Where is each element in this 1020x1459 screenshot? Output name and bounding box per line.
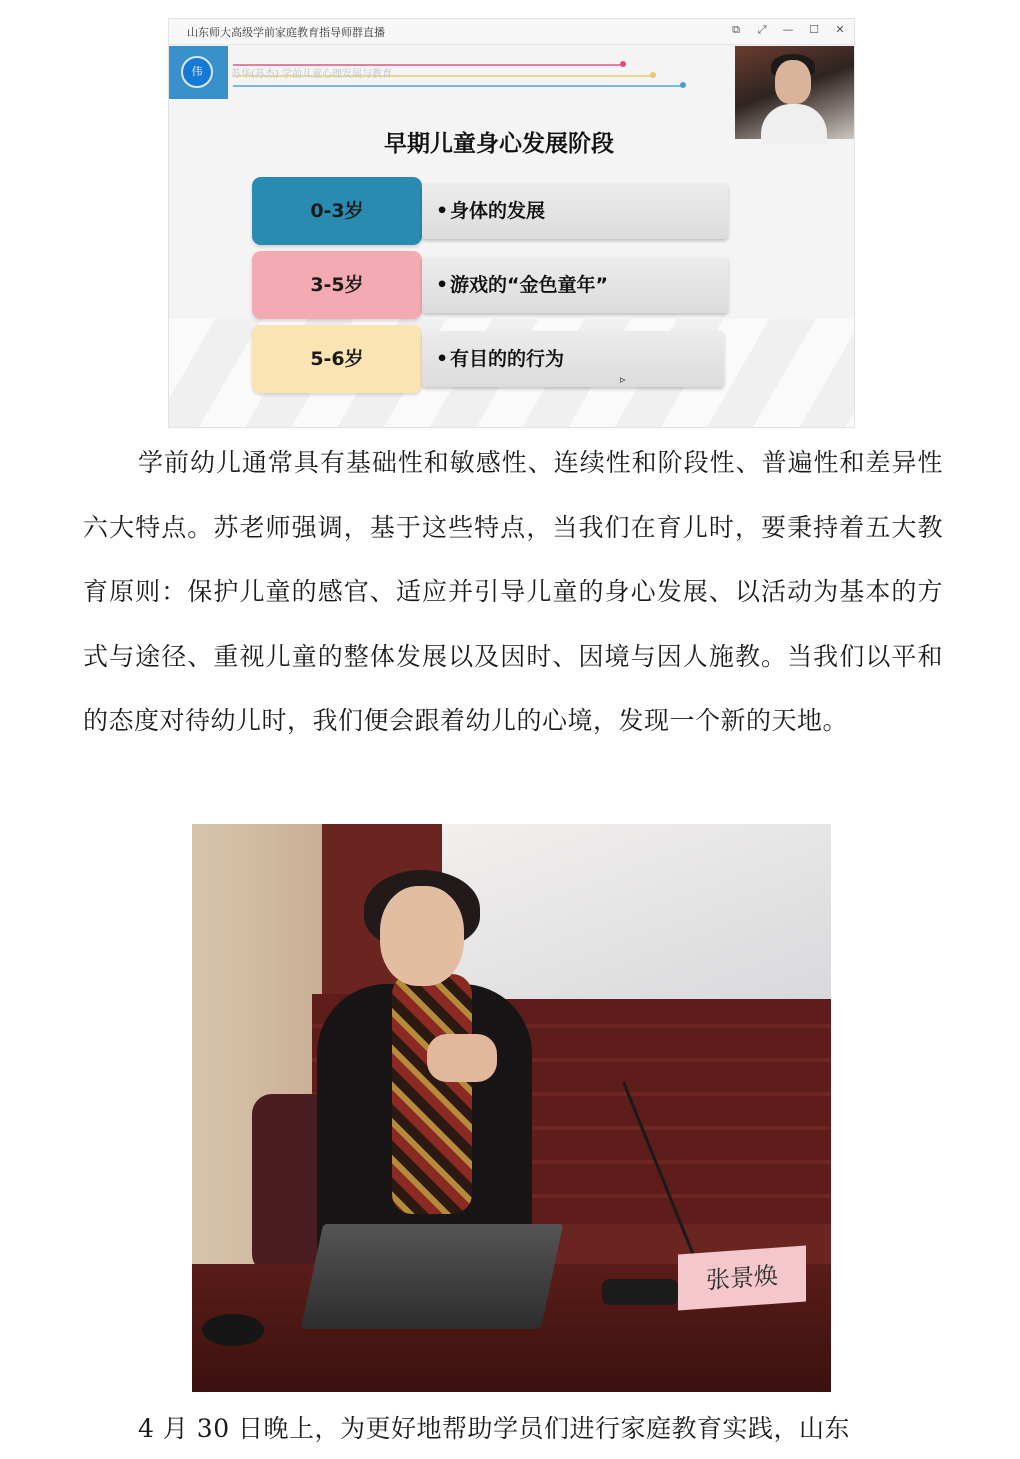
slide-deco-dot (680, 82, 686, 88)
pin-icon[interactable]: ⧉ (732, 23, 740, 36)
slide-deco-line (233, 85, 683, 87)
stage-description-text: 身体的发展 (450, 200, 546, 222)
stage-description-text: 游戏的“金色童年” (450, 274, 608, 296)
slide-subtitle: 苏华(苏杰) 学前儿童心理发展与教育 (231, 69, 392, 80)
minimize-icon[interactable]: — (782, 23, 794, 36)
photo-speaker-scarf (392, 974, 472, 1214)
stage-row (252, 325, 728, 393)
stage-age-label: 5-6岁 (252, 325, 422, 393)
photo-mouse (202, 1314, 264, 1346)
photo-laptop (301, 1224, 563, 1329)
slide-deco-dot (650, 72, 656, 78)
photo-projection-screen (442, 824, 831, 999)
slide-deco-dot (620, 61, 626, 67)
bullet-icon: • (436, 348, 449, 370)
photo-microphone-base (602, 1279, 678, 1305)
presenter-tile[interactable] (169, 46, 228, 99)
stage-age-label: 3-5岁 (252, 251, 422, 319)
photo-speaker-hands (427, 1034, 497, 1082)
stage-description (422, 331, 724, 387)
speaker-nameplate: 张景焕 (678, 1246, 806, 1311)
body-paragraph: 学前幼儿通常具有基础性和敏感性、连续性和阶段性、普遍性和差异性六大特点。苏老师强调，基于这些特点，当我们在育儿时，要秉持着五大教育原则：保护儿童的感官、适应并引导儿童的身心发展、以活动为基本的方式与途径、重视儿童的整体发展以及因时、因境与因人施教。当我们以平和的态度对待幼儿时，我们便会跟着幼儿的心境，发现一个新的天地。 (83, 448, 943, 735)
body-paragraph: 4 月 30 日晚上，为更好地帮助学员们进行家庭教育实践，山东 (138, 1414, 851, 1443)
stage-row (252, 251, 728, 319)
stage-description-text: 有目的的行为 (450, 348, 565, 370)
slide-title: 早期儿童身心发展阶段 (384, 131, 614, 157)
stage-age-label: 0-3岁 (252, 177, 422, 245)
stream-window-title: 山东师大高级学前家庭教育指导师群直播 (187, 26, 385, 39)
bullet-icon: • (436, 200, 449, 222)
stream-title-bar (169, 19, 854, 45)
close-icon[interactable]: ✕ (835, 23, 845, 36)
bullet-icon: • (436, 274, 449, 296)
avatar: 伟 (181, 56, 213, 88)
maximize-icon[interactable]: ☐ (809, 23, 819, 36)
stage-row (252, 177, 728, 245)
window-controls (730, 23, 846, 37)
stage-description (422, 183, 728, 239)
fullscreen-icon[interactable]: ⤢ (757, 23, 767, 36)
lecture-photo (192, 824, 831, 1392)
mouse-cursor-icon: ▹ (620, 373, 626, 386)
camera-person-face (775, 60, 811, 104)
stage-description (422, 257, 728, 313)
live-stream-screenshot (168, 18, 855, 428)
photo-speaker-face (380, 886, 464, 986)
